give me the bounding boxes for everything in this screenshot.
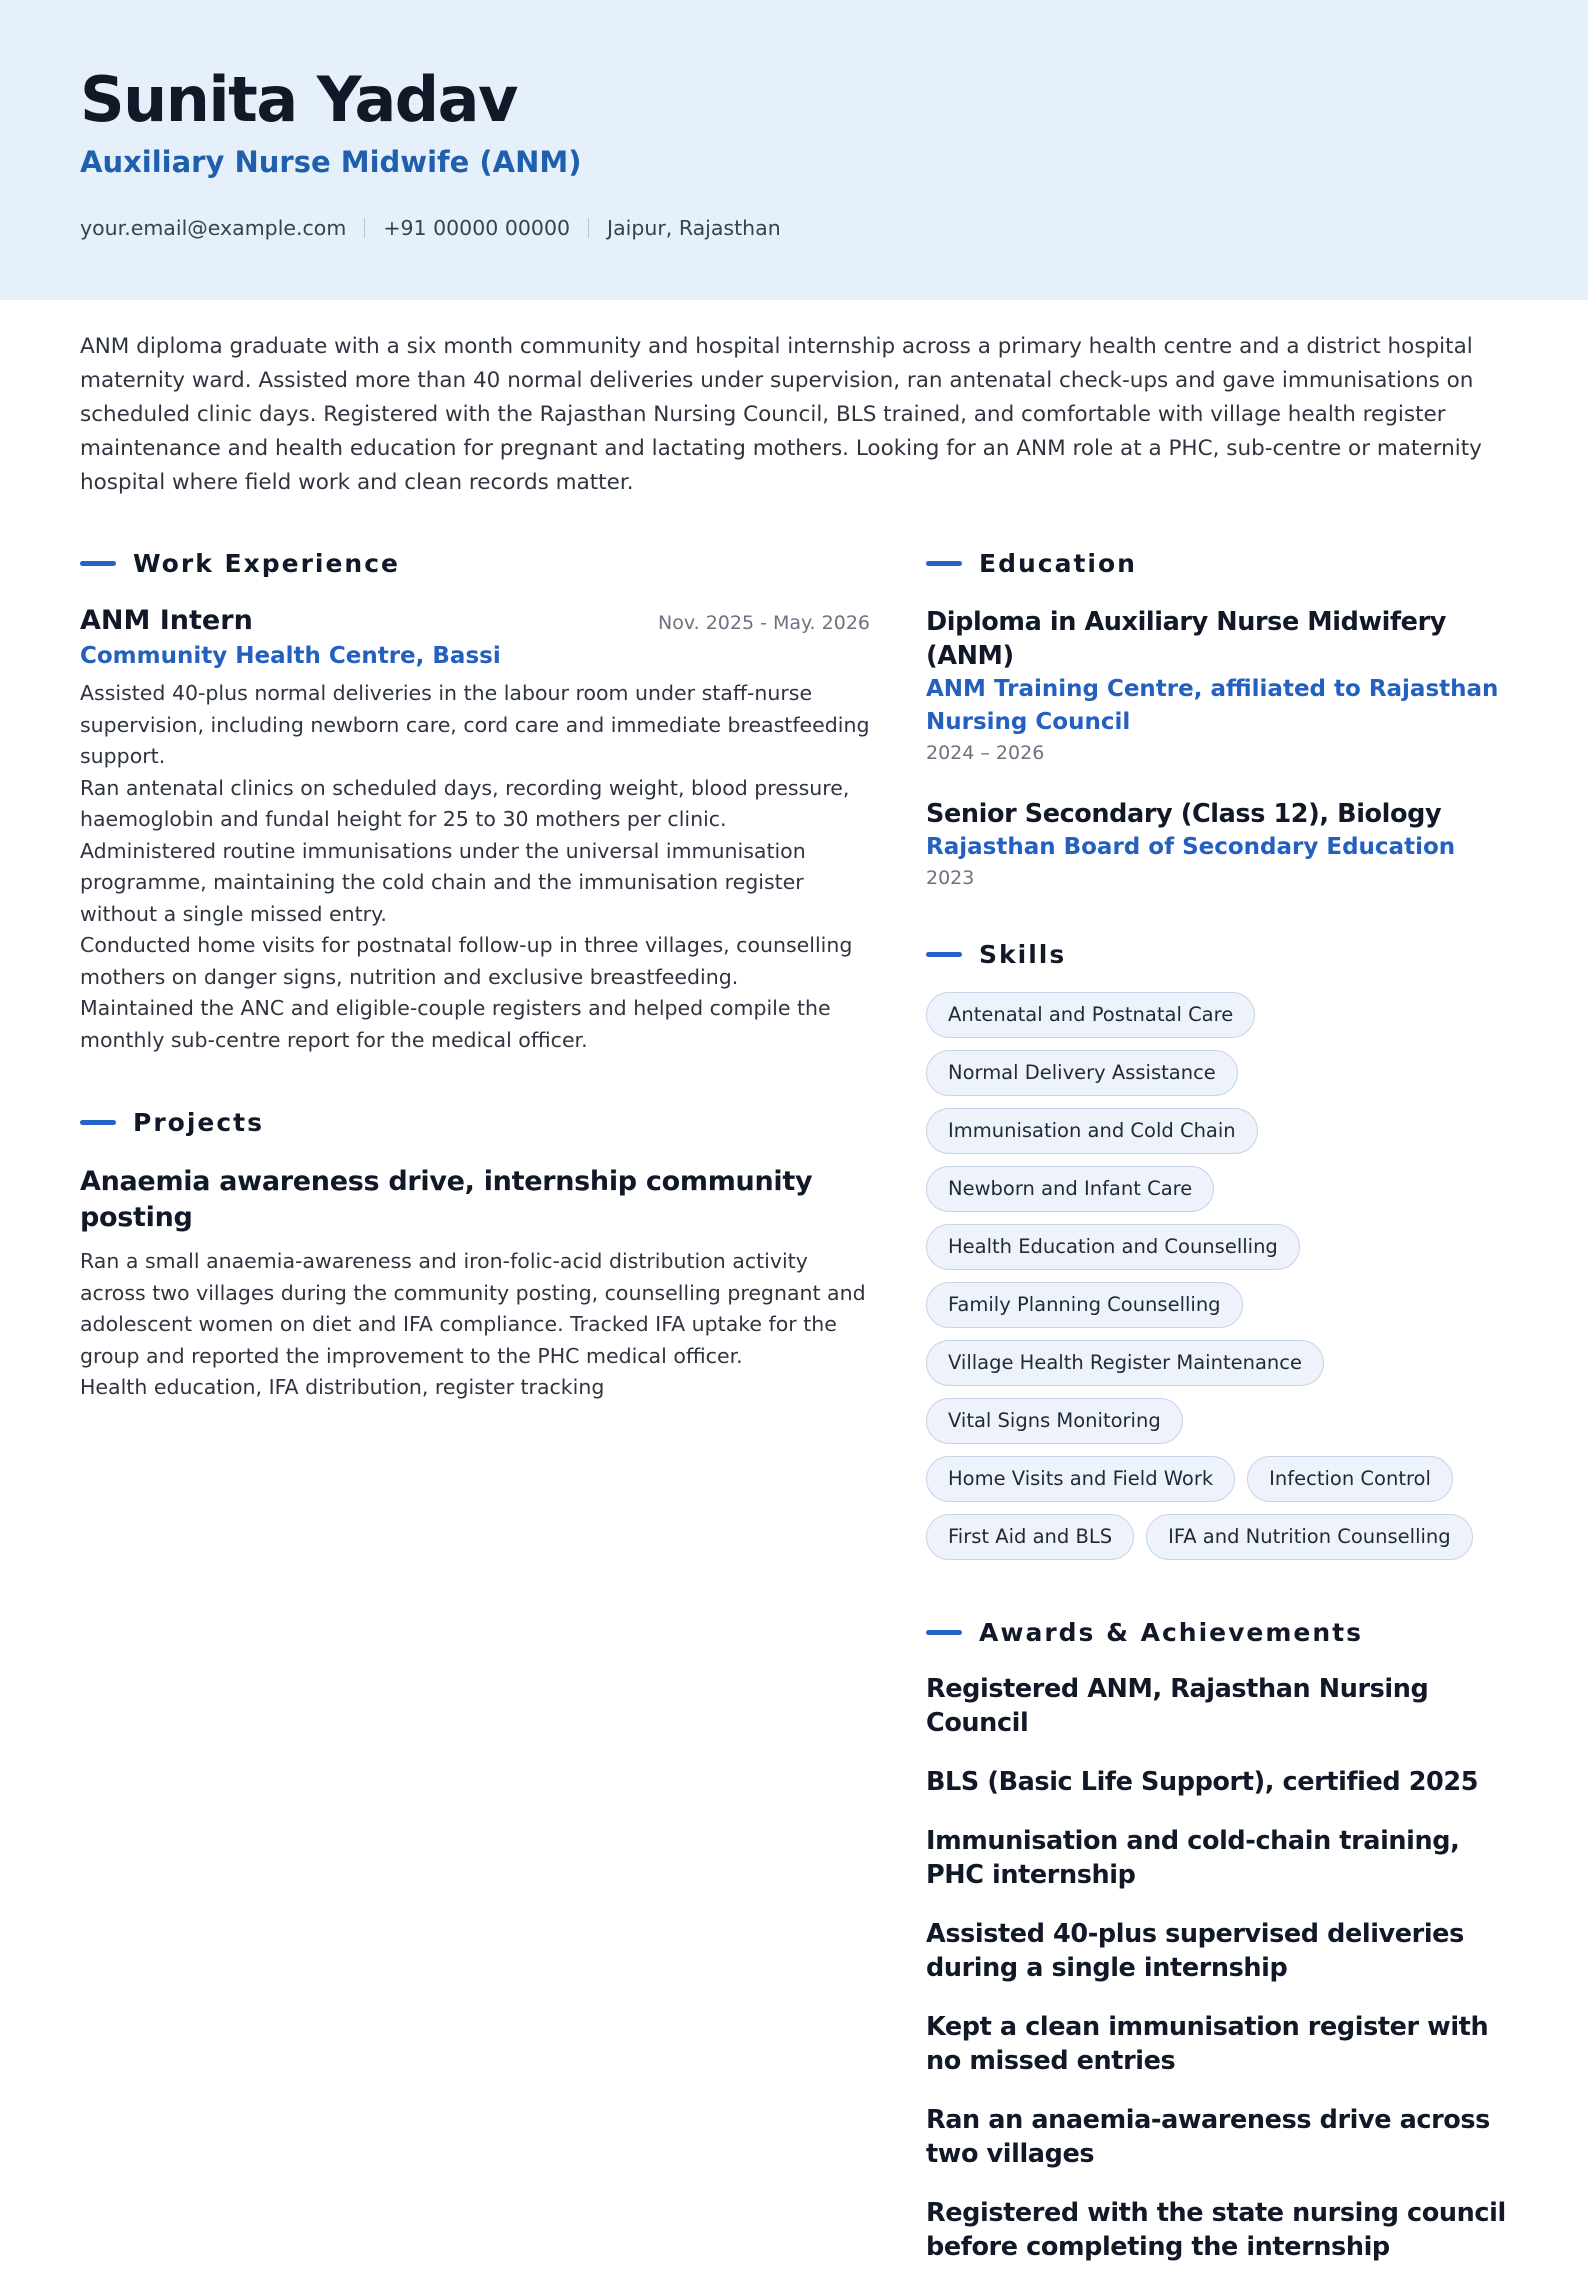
education-years: 2024 – 2026 xyxy=(926,742,1045,764)
skill-chip: Antenatal and Postnatal Care xyxy=(926,992,1255,1038)
contact-line xyxy=(80,212,781,244)
contact-phone: +91 00000 00000 xyxy=(383,216,571,240)
contact-location: Jaipur, Rajasthan xyxy=(607,216,781,240)
job-bullet: Conducted home visits for postnatal follow-up in three villages, counselling mothers on danger signs, nutrition and exclusive breastfeeding. xyxy=(80,933,853,989)
left-column xyxy=(80,545,870,1404)
project-title: Anaemia awareness drive, internship community posting xyxy=(80,1166,813,1233)
section-title: Work Experience xyxy=(133,548,400,578)
award-item: Ran an anaemia-awareness drive across two villages xyxy=(926,2105,1490,2169)
right-column xyxy=(926,545,1506,2289)
project-description: Ran a small anaemia-awareness and iron-folic-acid distribution activity across two villages during the community posting, counselling pregnant and adolescent women on diet and IFA compliance. Tracked IFA uptake for the group and reported the improvement to the PHC medical officer. xyxy=(80,1249,866,1368)
project-tags: Health education, IFA distribution, register tracking xyxy=(80,1375,605,1399)
skills-list xyxy=(926,992,1506,1572)
contact-divider xyxy=(588,218,589,238)
education-school: Rajasthan Board of Secondary Education xyxy=(926,834,1456,860)
education-entry xyxy=(926,797,1506,892)
skill-chip: Village Health Register Maintenance xyxy=(926,1340,1324,1386)
project-entry xyxy=(80,1164,870,1404)
section-heading-awards xyxy=(926,1614,1506,1650)
education-school: ANM Training Centre, affiliated to Rajasthan Nursing Council xyxy=(926,676,1499,735)
job-bullet: Maintained the ANC and eligible-couple registers and helped compile the monthly sub-centre report for the medical officer. xyxy=(80,996,831,1052)
skill-chip: IFA and Nutrition Counselling xyxy=(1146,1514,1473,1560)
section-title: Education xyxy=(979,548,1137,578)
candidate-name: Sunita Yadav xyxy=(80,63,517,136)
job-bullet: Assisted 40-plus normal deliveries in the labour room under staff-nurse supervision, including newborn care, cord care and immediate breastfeeding support. xyxy=(80,681,870,768)
section-title: Awards & Achievements xyxy=(979,1617,1364,1647)
job-bullet: Ran antenatal clinics on scheduled days, recording weight, blood pressure, haemoglobin and fundal height for 25 to 30 mothers per clinic. xyxy=(80,775,850,831)
job-title: ANM Intern xyxy=(80,605,253,636)
job-header xyxy=(80,605,870,636)
award-item: Registered ANM, Rajasthan Nursing Council xyxy=(926,1674,1429,1738)
job-bullet: Administered routine immunisations under the universal immunisation programme, maintaining the cold chain and the immunisation register without a single missed entry. xyxy=(80,838,806,926)
section-accent-bar xyxy=(926,952,962,957)
skill-chip: Infection Control xyxy=(1247,1456,1453,1502)
skill-chip: Vital Signs Monitoring xyxy=(926,1398,1183,1444)
skill-chip: Normal Delivery Assistance xyxy=(926,1050,1238,1096)
candidate-title: Auxiliary Nurse Midwife (ANM) xyxy=(80,145,582,179)
award-item: Registered with the state nursing council before completing the internship xyxy=(926,2198,1506,2262)
section-heading-experience xyxy=(80,545,870,581)
section-heading-skills xyxy=(926,936,1506,972)
job-organization: Community Health Centre, Bassi xyxy=(80,643,501,669)
contact-email: your.email@example.com xyxy=(80,216,347,240)
award-item: Assisted 40-plus supervised deliveries during a single internship xyxy=(926,1919,1464,1983)
awards-list xyxy=(926,1672,1506,2264)
award-item: Kept a clean immunisation register with no missed entries xyxy=(926,2012,1489,2076)
section-accent-bar xyxy=(80,1120,116,1125)
summary-paragraph: ANM diploma graduate with a six month community and hospital internship across a primary health centre and a district hospital maternity ward. Assisted more than 40 normal deliveries under supervision, ran antenatal check-ups and gave immunisations on scheduled clinic days. Registered with the Rajasthan Nursing Council, BLS trained, and comfortable with village health register maintenance and health education for pregnant and lactating mothers. Looking for an ANM role at a PHC, sub-centre or maternity hospital where field work and clean records matter. xyxy=(80,334,1482,495)
job-bullets xyxy=(80,678,870,1056)
education-degree: Senior Secondary (Class 12), Biology xyxy=(926,799,1442,829)
section-accent-bar xyxy=(926,561,962,566)
section-heading-projects xyxy=(80,1104,870,1140)
skill-chip: Newborn and Infant Care xyxy=(926,1166,1214,1212)
education-entry xyxy=(926,605,1506,767)
skill-chip: Family Planning Counselling xyxy=(926,1282,1243,1328)
award-item: Immunisation and cold-chain training, PHC internship xyxy=(926,1826,1460,1890)
job-dates: Nov. 2025 - May. 2026 xyxy=(658,612,870,634)
education-years: 2023 xyxy=(926,867,975,889)
section-accent-bar xyxy=(80,561,116,566)
section-title: Projects xyxy=(133,1107,265,1137)
skill-chip: Home Visits and Field Work xyxy=(926,1456,1235,1502)
education-degree: Diploma in Auxiliary Nurse Midwifery (ANM) xyxy=(926,607,1446,671)
section-heading-education xyxy=(926,545,1506,581)
section-title: Skills xyxy=(979,939,1067,969)
skill-chip: Health Education and Counselling xyxy=(926,1224,1300,1270)
job-entry xyxy=(80,605,870,1056)
award-item: BLS (Basic Life Support), certified 2025 xyxy=(926,1767,1479,1797)
skill-chip: First Aid and BLS xyxy=(926,1514,1134,1560)
skill-chip: Immunisation and Cold Chain xyxy=(926,1108,1258,1154)
section-accent-bar xyxy=(926,1630,962,1635)
resume-header xyxy=(0,0,1588,300)
contact-divider xyxy=(364,218,365,238)
